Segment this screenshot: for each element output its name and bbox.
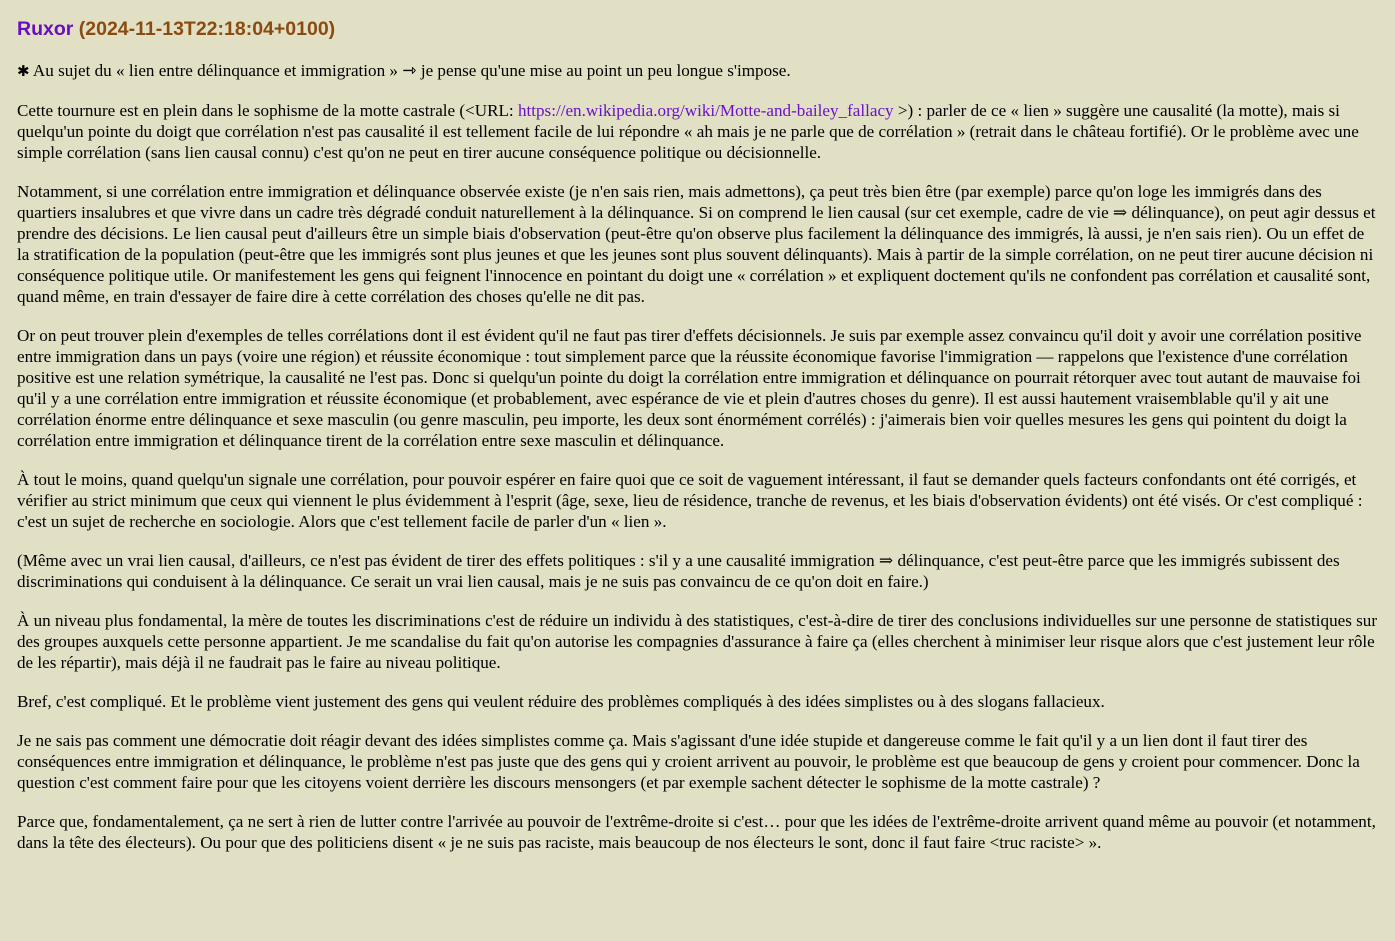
paragraph-4: Or on peut trouver plein d'exemples de telles corrélations dont il est évident qu'il ne faut pas tirer d'effets décisionnels. Je suis par exemple assez convaincu qu'il doit y avoir une corrélation positive entre immigration dans un pays (voire une région) et réussite économique : tout simplement parce que la réussite économique favorise l'immigration — rappelons que l'existence d'une corrélation positive est une relation symétrique, la causalité ne l'est pas. Donc si quelqu'un pointe du doigt la corrélation entre immigration et délinquance on pourrait rétorquer avec tout autant de mauvaise foi qu'il y a une corrélation entre immigration et réussite économique (et probablement, avec espérance de vie et plein d'autres choses du genre). Il est aussi hautement vraisemblable qu'il y ait une corrélation énorme entre délinquance et sexe masculin (ou genre masculin, peu importe, les deux sont énormément corrélés) : j'aimerais bien voir quelles mesures les gens qui pointent du doigt la corrélation entre immigration et délinquance tirent de la corrélation entre sexe masculin et délinquance. [17,326,1362,450]
paragraph-8: Bref, c'est compliqué. Et le problème vient justement des gens qui veulent réduire des problèmes compliqués à des idées simplistes ou à des slogans fallacieux. [17,692,1105,711]
paragraph-3: Notamment, si une corrélation entre immigration et délinquance observée existe (je n'en sais rien, mais admettons), ça peut très bien être (par exemple) parce qu'on loge les immigrés dans des quartiers insalubres et que vivre dans un cadre très dégradé conduit naturellement à la délinquance. Si on comprend le lien causal (sur cet exemple, cadre de vie ⇒ délinquance), on peut agir dessus et prendre des décisions. Le lien causal peut d'ailleurs être un simple biais d'observation (peut-être qu'on observe plus facilement la délinquance des immigrés, là aussi, je n'en sais rien). Ou un effet de la stratification de la population (peut-être que les immigrés sont plus jeunes et que les jeunes sont plus souvent délinquants). Mais à partir de la simple corrélation, on ne peut tirer aucune décision ni conséquence politique utile. Or manifestement les gens qui feignent l'innocence en pointant du doigt une « corrélation » et expliquent doctement qu'ils ne confondent pas corrélation et causalité sont, quand même, en train d'essayer de faire dire à cette corrélation des choses qu'elle ne dit pas. [17,182,1376,306]
asterisk-icon: ✱ [17,62,30,80]
paragraph-10: Parce que, fondamentalement, ça ne sert à rien de lutter contre l'arrivée au pouvoir de l'extrême-droite si c'est… pour que les idées de l'extrême-droite arrivent quand même au pouvoir (et notamment, dans la tête des électeurs). Ou pour que des politiciens disent « je ne suis pas raciste, mais beaucoup de nos électeurs le sont, donc il faut faire <truc raciste> ». [17,812,1376,852]
paragraph-7: À un niveau plus fondamental, la mère de toutes les discriminations c'est de réduire un individu à des statistiques, c'est-à-dire de tirer des conclusions individuelles sur une personne de statistiques sur des groupes auxquels cette personne appartient. Je me scandalise du fait qu'on autorise les compagnies d'assurance à faire ça (elles cherchent à minimiser leur risque alors que c'est justement leur rôle de les répartir), mais déjà il ne faudrait pas le faire au niveau politique. [17,611,1378,672]
paragraph-2 [17,100,1378,163]
comment-author[interactable]: Ruxor [17,18,74,40]
comment-body [17,60,1378,853]
comment-header [17,16,1378,42]
paragraph-2-before: Cette tournure est en plein dans le sophisme de la motte castrale (<URL: [17,101,518,120]
paragraph-6: (Même avec un vrai lien causal, d'ailleurs, ce n'est pas évident de tirer des effets politiques : s'il y a une causalité immigration ⇒ délinquance, c'est peut-être parce que les immigrés subissent des discriminations qui conduisent à la délinquance. Ce serait un vrai lien causal, mais je ne suis pas convaincu de ce qu'on doit en faire.) [17,551,1340,591]
paragraph-1-text: Au sujet du « lien entre délinquance et immigration » ⇾ je pense qu'une mise au point un peu longue s'impose. [29,61,791,80]
wikipedia-link[interactable]: https://en.wikipedia.org/wiki/Motte-and-bailey_fallacy [517,101,894,120]
paragraph-1 [17,60,1378,82]
paragraph-9: Je ne sais pas comment une démocratie doit réagir devant des idées simplistes comme ça. Mais s'agissant d'une idée stupide et dangereuse comme le fait qu'il y a un lien dont il faut tirer des conséquences entre immigration et délinquance, le problème n'est pas juste que des gens qui y croient arrivent au pouvoir, le problème est que beaucoup de gens y croient pour commencer. Donc la question c'est comment faire pour que les citoyens voient derrière les discours mensongers (et par exemple sachent détecter le sophisme de la motte castrale) ? [17,731,1360,792]
paragraph-5: À tout le moins, quand quelqu'un signale une corrélation, pour pouvoir espérer en faire quoi que ce soit de vaguement intéressant, il faut se demander quels facteurs confondants ont été corrigés, et vérifier au strict minimum que ceux qui viennent le plus évidemment à l'esprit (âge, sexe, lieu de résidence, tranche de revenus, et les biais d'observation évidents) ont été visés. Or c'est compliqué : c'est un sujet de recherche en sociologie. Alors que c'est tellement facile de parler d'un « lien ». [17,470,1363,531]
comment-date: (2024-11-13T22:18:04+0100) [78,18,336,40]
paragraph-2-after: >) : parler de ce « lien » suggère une causalité (la motte), mais si quelqu'un pointe du doigt que corrélation n'est pas causalité il est tellement facile de lui répondre « ah mais je ne parle que de corrélation » (retrait dans le château fortifié). Or le problème avec une simple corrélation (sans lien causal connu) c'est qu'on ne peut en tirer aucune conséquence politique ou décisionnelle. [17,101,1359,162]
